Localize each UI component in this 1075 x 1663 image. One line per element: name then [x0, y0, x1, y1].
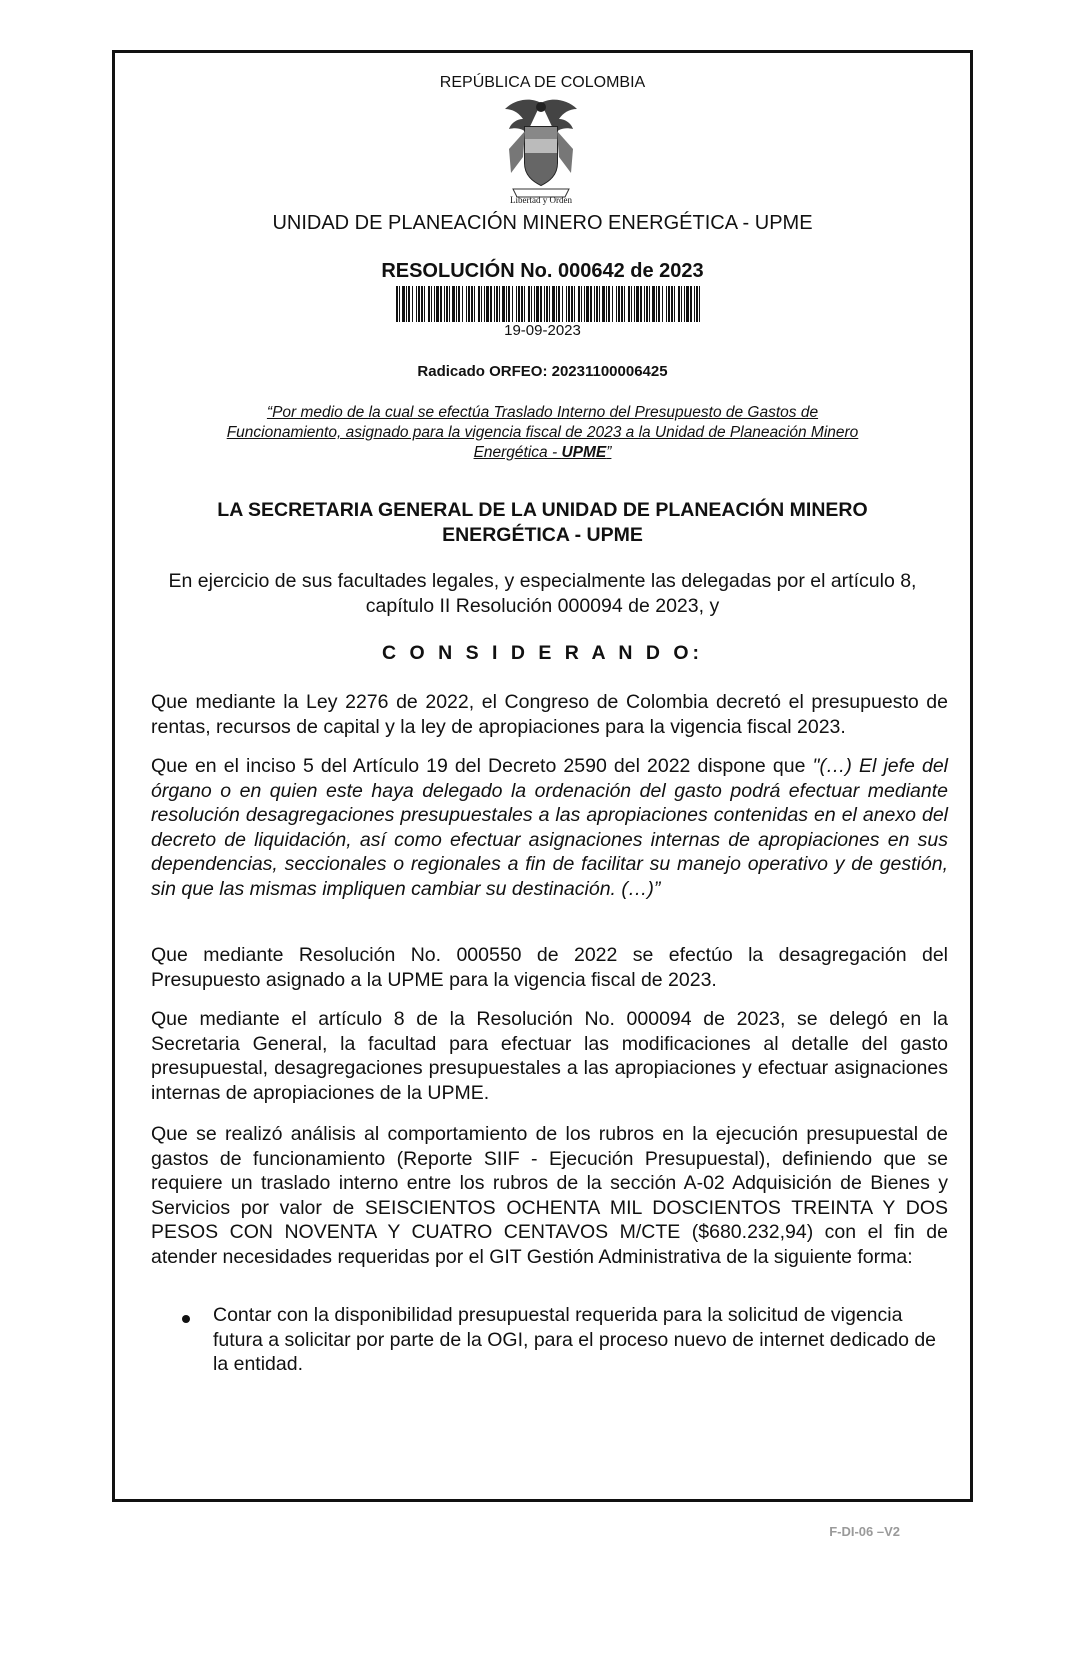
barcode-bar: [428, 286, 430, 322]
barcode-bar: [686, 286, 689, 322]
paragraph-decreto-intro: Que en el inciso 5 del Artículo 19 del Decreto 2590 del 2022 dispone que: [151, 755, 813, 777]
barcode-bar: [624, 286, 625, 322]
barcode-bar: [649, 286, 650, 322]
barcode-bar: [696, 286, 698, 322]
barcode-bar: [444, 286, 445, 322]
barcode-bar: [412, 286, 413, 322]
barcode-bar: [431, 286, 432, 322]
barcode-bar: [568, 286, 570, 322]
radicado-number: Radicado ORFEO: 20231100006425: [417, 363, 668, 380]
barcode-bar: [658, 286, 660, 322]
issuer-heading: LA SECRETARIA GENERAL DE LA UNIDAD DE PLANEACIÓN MINERO ENERGÉTICA - UPME: [217, 499, 868, 546]
bullet-icon: [182, 1315, 190, 1323]
barcode-bar: [396, 286, 398, 322]
subject-upme: UPME: [561, 444, 607, 461]
paragraph-decreto-quote: "(…) El jefe del órgano o en quien este haya delegado la ordenación del gasto podrá efectuar mediante resolución desagregaciones presupuestales a las apropiaciones contenidas en el anexo del decreto de liquidación, así como efectuar asignaciones internas de apropiaciones en sus dependencias, seccionales o regionales a fin de facilitar su manejo operativo y de gestión, sin que las mismas impliquen cambiar su destinación. (…)”: [151, 755, 949, 900]
barcode-bar: [462, 286, 463, 322]
barcode-bar: [602, 286, 605, 322]
barcode-bar: [646, 286, 648, 322]
barcode-bar: [636, 286, 639, 322]
barcode-bar: [566, 286, 567, 322]
barcode-bar: [484, 286, 485, 322]
bullet-item: Contar con la disponibilidad presupuestal requerida para la solicitud de vigencia futura a solicitar por parte de la OGI, para el proceso nuevo de internet dedicado de la entidad.: [213, 1304, 937, 1375]
barcode-bar: [421, 286, 423, 322]
barcode-bar: [490, 286, 492, 322]
barcode-bar: [581, 286, 582, 322]
barcode-bar: [446, 286, 448, 322]
barcode-bar: [549, 286, 550, 322]
legal-basis: En ejercicio de sus facultades legales, y especialmente las delegadas por el artículo 8, capítulo II Resolución 000094 de 2023, y: [168, 570, 917, 617]
barcode-bar: [644, 286, 645, 322]
barcode-bar: [408, 286, 410, 322]
barcode-bar: [518, 286, 520, 322]
republic-heading: REPÚBLICA DE COLOMBIA: [439, 74, 646, 91]
barcode-bar: [594, 286, 595, 322]
barcode-bar: [681, 286, 682, 322]
barcode-bar: [571, 286, 573, 322]
barcode-bar: [656, 286, 657, 322]
barcode-bar: [468, 286, 470, 322]
barcode-bar: [406, 286, 407, 322]
barcode-bar: [628, 286, 630, 322]
barcode-bar: [616, 286, 617, 322]
barcode-bar: [478, 286, 480, 322]
barcode-bar: [546, 286, 548, 322]
form-code: F-DI-06 –V2: [829, 1524, 900, 1539]
barcode-bar: [471, 286, 473, 322]
barcode-bar: [578, 286, 580, 322]
barcode-bar: [540, 286, 542, 322]
barcode-bar: [596, 286, 598, 322]
barcode-bar: [668, 286, 670, 322]
barcode-bar: [536, 286, 539, 322]
barcode-bar: [418, 286, 420, 322]
subject-line-1: “Por medio de la cual se efectúa Traslado Interno del Presupuesto de Gastos de: [266, 404, 819, 421]
subject-closing-quote: ”: [606, 444, 612, 461]
barcode-bar: [590, 286, 592, 322]
barcode-bar: [456, 286, 457, 322]
coat-of-arms-emblem: [501, 95, 581, 207]
barcode-bar: [508, 286, 510, 322]
barcode-bar: [574, 286, 575, 322]
barcode-bar: [528, 286, 530, 322]
barcode-bar: [640, 286, 642, 322]
barcode-bar: [674, 286, 675, 322]
barcode-bar: [562, 286, 563, 322]
barcode-bar: [699, 286, 700, 322]
barcode-bar: [434, 286, 435, 322]
barcode-bar: [544, 286, 545, 322]
considerando-heading: C O N S I D E R A N D O:: [382, 642, 703, 664]
barcode-bar: [662, 286, 663, 322]
barcode-bar: [666, 286, 667, 322]
barcode-bar: [496, 286, 498, 322]
paragraph-analisis: Que se realizó análisis al comportamiento de los rubros en la ejecución presupuestal de gastos de funcionamiento (Reporte SIIF - Ejecución Presupuestal), definiendo que se requiere un traslado interno entre los rubros de la sección A-02 Adquisición de Bienes y Servicios por valor de SEISCIENTOS OCHENTA MIL DOSCIENTOS TREINTA Y DOS PESOS CON NOVENTA Y CUATRO CENTAVOS M/CTE ($680.232,94) con el fin de atender necesidades requeridas por el GIT Gestión Administrativa de la siguiente forma:: [151, 1123, 948, 1268]
barcode-bar: [499, 286, 500, 322]
barcode-bar: [524, 286, 525, 322]
barcode-bar: [506, 286, 507, 322]
barcode-bar: [449, 286, 450, 322]
paragraph-ley-2276: Que mediante la Ley 2276 de 2022, el Congreso de Colombia decretó el presupuesto de rentas, recursos de capital y la ley de apropiaciones para la vigencia fiscal 2023.: [151, 691, 948, 738]
barcode-bar: [552, 286, 555, 322]
barcode-bar: [556, 286, 557, 322]
barcode-bar: [416, 286, 417, 322]
barcode-bar: [558, 286, 560, 322]
barcode-bar: [436, 286, 439, 322]
subject-line-3-text: Energética -: [473, 444, 562, 461]
barcode-bar: [402, 286, 405, 322]
barcode-bar: [486, 286, 489, 322]
barcode-bar: [586, 286, 589, 322]
subject-line-2: Funcionamiento, asignado para la vigencia fiscal de 2023 a la Unidad de Planeación Minero: [226, 424, 859, 441]
barcode-bar: [512, 286, 513, 322]
coat-of-arms-motto: Libertad y Orden: [510, 195, 572, 205]
subject-line-3: [112, 443, 973, 463]
barcode-bar: [521, 286, 523, 322]
barcode-bar: [618, 286, 620, 322]
barcode-bar: [694, 286, 695, 322]
barcode-bar: [621, 286, 623, 322]
resolution-number: RESOLUCIÓN No. 000642 de 2023: [381, 260, 704, 282]
barcode-bar: [612, 286, 613, 322]
resolution-subject: [112, 403, 973, 463]
barcode-bar: [608, 286, 610, 322]
entity-name: UNIDAD DE PLANEACIÓN MINERO ENERGÉTICA - UPME: [272, 212, 813, 234]
paragraph-decreto-2590: [151, 754, 948, 901]
barcode-bar: [599, 286, 600, 322]
barcode-bar: [494, 286, 495, 322]
barcode-bar: [634, 286, 635, 322]
barcode-bar: [424, 286, 425, 322]
barcode-bar: [466, 286, 467, 322]
barcode-date: 19-09-2023: [504, 322, 581, 339]
barcode-bar: [531, 286, 532, 322]
barcode-bar: [458, 286, 460, 322]
barcode-bar: [671, 286, 673, 322]
barcode-bar: [534, 286, 535, 322]
barcode-bar: [678, 286, 680, 322]
paragraph-resolucion-94: Que mediante el artículo 8 de la Resolución No. 000094 de 2023, se delegó en la Secretaria General, la facultad para efectuar las modificaciones al detalle del gasto presupuestal, desagregaciones presupuestales a las apropiaciones y efectuar asignaciones internas de apropiaciones de la UPME.: [151, 1008, 948, 1104]
barcode-bar: [684, 286, 685, 322]
barcode-bar: [584, 286, 585, 322]
paragraph-resolucion-550: Que mediante Resolución No. 000550 de 2022 se efectúo la desagregación del Presupuesto asignado a la UPME para la vigencia fiscal de 2023.: [151, 944, 948, 991]
barcode-bar: [474, 286, 475, 322]
barcode-bar: [440, 286, 442, 322]
barcode-bar: [606, 286, 607, 322]
barcode-bar: [516, 286, 517, 322]
barcode-bar: [481, 286, 482, 322]
barcode-bar: [452, 286, 455, 322]
barcode: [396, 286, 702, 322]
barcode-bar: [690, 286, 692, 322]
barcode-bar: [502, 286, 505, 322]
barcode-bar: [399, 286, 400, 322]
barcode-bar: [652, 286, 655, 322]
barcode-bar: [631, 286, 632, 322]
